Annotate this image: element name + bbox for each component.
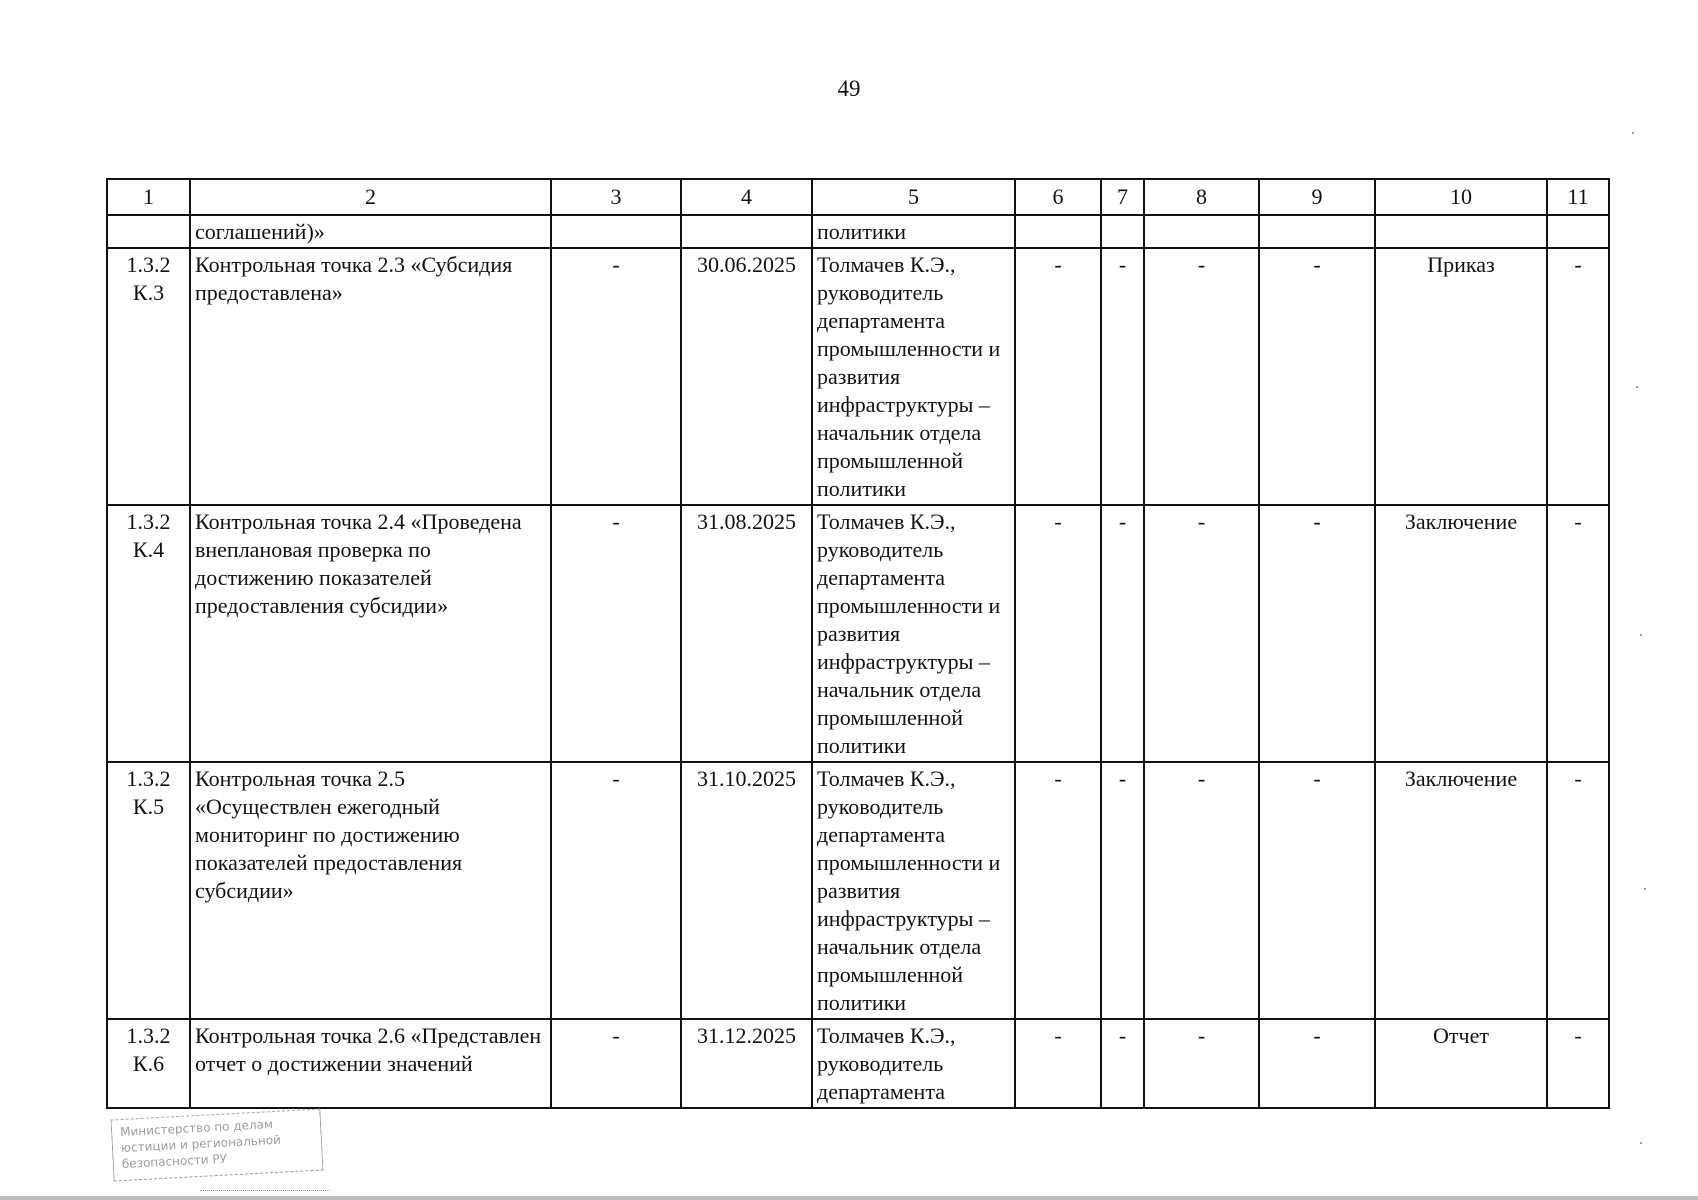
scan-speck: [1644, 888, 1646, 890]
cell-col7: [1101, 215, 1144, 248]
cell-col8: -: [1144, 762, 1259, 1019]
cell-col8: -: [1144, 505, 1259, 762]
header-cell: 10: [1375, 179, 1547, 215]
table-header-row: [107, 179, 1609, 215]
cell-col11: [1547, 215, 1609, 248]
header-cell: 6: [1015, 179, 1101, 215]
table-row: [107, 505, 1609, 762]
table-row: [107, 248, 1609, 505]
document-type-cell: Отчет: [1375, 1019, 1547, 1108]
table-row: [107, 762, 1609, 1019]
scan-speck: [1636, 386, 1638, 388]
cell-col6: -: [1015, 762, 1101, 1019]
header-cell: 2: [190, 179, 551, 215]
cell-col8: -: [1144, 248, 1259, 505]
scan-speck: [1640, 634, 1642, 636]
cell-col8: -: [1144, 1019, 1259, 1108]
row-number-cell: 1.3.2 К.5: [107, 762, 190, 1019]
event-name-cell: Контрольная точка 2.5 «Осуществлен ежегодный мониторинг по достижению показателей предоставления субсидии»: [190, 762, 551, 1019]
table-row: [107, 1019, 1609, 1108]
cell-col8: [1144, 215, 1259, 248]
cell-col7: -: [1101, 762, 1144, 1019]
document-type-cell: Заключение: [1375, 762, 1547, 1019]
responsible-cell: Толмачев К.Э., руководитель департамента промышленности и развития инфраструктуры – начальник отдела промышленной политики: [812, 762, 1015, 1019]
event-name-cell: Контрольная точка 2.3 «Субсидия предоставлена»: [190, 248, 551, 505]
document-type-cell: Приказ: [1375, 248, 1547, 505]
cell-col11: -: [1547, 248, 1609, 505]
event-name-cell: Контрольная точка 2.4 «Проведена внеплановая проверка по достижению показателей предоставления субсидии»: [190, 505, 551, 762]
header-cell: 3: [551, 179, 681, 215]
cell-col9: -: [1259, 762, 1375, 1019]
cell-col3: -: [551, 505, 681, 762]
cell-col3: -: [551, 762, 681, 1019]
cell-col11: -: [1547, 505, 1609, 762]
cell-col9: [1259, 215, 1375, 248]
ministry-stamp: [111, 1109, 324, 1182]
cell-col6: -: [1015, 505, 1101, 762]
row-number-cell: 1.3.2 К.3: [107, 248, 190, 505]
responsible-cell: политики: [812, 215, 1015, 248]
date-cell: [681, 215, 812, 248]
table-row: [107, 215, 1609, 248]
cell-col3: -: [551, 248, 681, 505]
header-cell: 5: [812, 179, 1015, 215]
document-type-cell: [1375, 215, 1547, 248]
header-cell: 4: [681, 179, 812, 215]
date-cell: 30.06.2025: [681, 248, 812, 505]
scan-speck: [1632, 132, 1634, 134]
stamp-line: Министерство по делам: [119, 1117, 274, 1140]
row-number-cell: 1.3.2 К.6: [107, 1019, 190, 1108]
page-number: 49: [837, 76, 861, 101]
cell-col11: -: [1547, 1019, 1609, 1108]
date-cell: 31.08.2025: [681, 505, 812, 762]
responsible-cell: Толмачев К.Э., руководитель департамента промышленности и развития инфраструктуры – начальник отдела промышленной политики: [812, 248, 1015, 505]
cell-col9: -: [1259, 505, 1375, 762]
cell-col6: -: [1015, 248, 1101, 505]
cell-col6: [1015, 215, 1101, 248]
header-cell: 1: [107, 179, 190, 215]
cell-col3: [551, 215, 681, 248]
row-number-cell: 1.3.2 К.4: [107, 505, 190, 762]
header-cell: 11: [1547, 179, 1609, 215]
control-points-table: [106, 178, 1610, 1109]
stamp-line: юстиции и региональной: [120, 1132, 282, 1156]
stamp-line: безопасности РУ: [121, 1151, 228, 1171]
stamp-dotted-line: [200, 1190, 330, 1191]
row-number-cell: [107, 215, 190, 248]
event-name-cell: соглашений)»: [190, 215, 551, 248]
cell-col7: -: [1101, 248, 1144, 505]
date-cell: 31.10.2025: [681, 762, 812, 1019]
header-cell: 9: [1259, 179, 1375, 215]
document-type-cell: Заключение: [1375, 505, 1547, 762]
cell-col9: -: [1259, 1019, 1375, 1108]
header-cell: 8: [1144, 179, 1259, 215]
cell-col7: -: [1101, 1019, 1144, 1108]
responsible-cell: Толмачев К.Э., руководитель департамента: [812, 1019, 1015, 1108]
header-cell: 7: [1101, 179, 1144, 215]
event-name-cell: Контрольная точка 2.6 «Представлен отчет о достижении значений: [190, 1019, 551, 1108]
cell-col11: -: [1547, 762, 1609, 1019]
responsible-cell: Толмачев К.Э., руководитель департамента промышленности и развития инфраструктуры – начальник отдела промышленной политики: [812, 505, 1015, 762]
cell-col9: -: [1259, 248, 1375, 505]
date-cell: 31.12.2025: [681, 1019, 812, 1108]
scan-bottom-edge: [0, 1196, 1698, 1200]
scan-speck: [1640, 1142, 1642, 1144]
cell-col7: -: [1101, 505, 1144, 762]
cell-col3: -: [551, 1019, 681, 1108]
cell-col6: -: [1015, 1019, 1101, 1108]
